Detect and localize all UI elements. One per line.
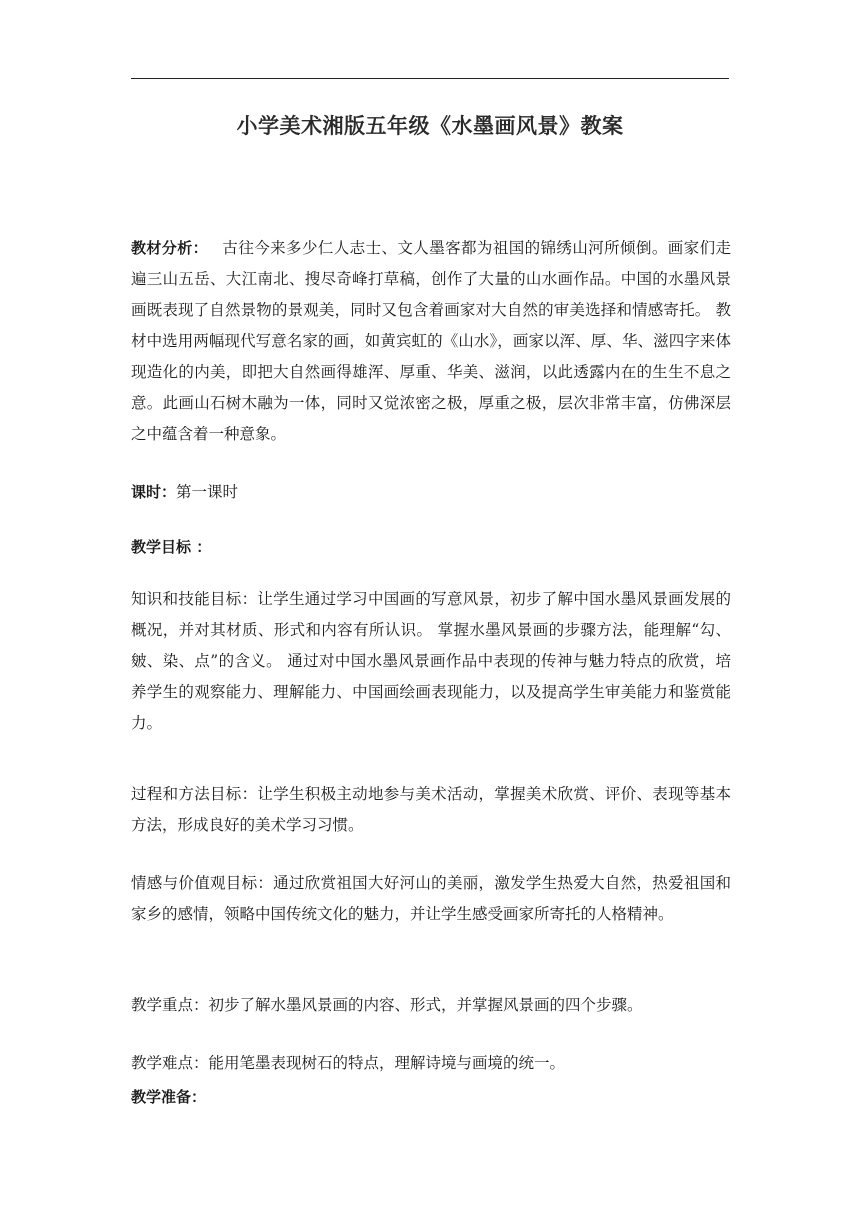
class-period-paragraph xyxy=(131,477,731,508)
material-analysis-text: 古往今来多少仁人志士、文人墨客都为祖国的锦绣山河所倾倒。画家们走遍三山五岳、大江南北、搜尽奇峰打草稿，创作了大量的山水画作品。中国的水墨风景画既表现了自然景物的景观美，同时又包含着画家对大自然的审美选择和情感寄托。 教材中选用两幅现代写意名家的画，如黄宾虹的《山水》，画家以浑、厚、华、滋四字来体现造化的内美，即把大自然画得雄浑、厚重、华美、滋润，以此透露内在的生生不息之意。此画山石树木融为一体，同时又觉浓密之极，厚重之极，层次非常丰富，仿佛深层之中蕴含着一种意象。 xyxy=(131,239,731,443)
difficulty-paragraph: 教学难点：能用笔墨表现树石的特点，理解诗境与画境的统一。 xyxy=(131,1054,566,1072)
knowledge-goal-paragraph: 知识和技能目标：让学生通过学习中国画的写意风景，初步了解中国水墨风景画发展的概况，并对其材质、形式和内容有所认识。 掌握水墨风景画的步骤方法，能理解“勾、皴、染、点”的含义。 通过对中国水墨风景画作品中表现的传神与魅力特点的欣赏，培养学生的观察能力、理解能力、中国画绘画表现能力，以及提高学生审美能力和鉴赏能力。 xyxy=(131,590,731,732)
class-period-label: 课时： xyxy=(131,483,177,501)
material-analysis-label: 教材分析： xyxy=(131,239,209,257)
header-rule xyxy=(131,78,729,79)
material-analysis-paragraph xyxy=(131,233,731,450)
emotion-goal-paragraph: 情感与价值观目标：通过欣赏祖国大好河山的美丽，激发学生热爱大自然，热爱祖国和家乡的感情，领略中国传统文化的魅力，并让学生感受画家所寄托的人格精神。 xyxy=(131,874,731,923)
objectives-heading: 教学目标 ： xyxy=(131,538,212,556)
key-point-paragraph: 教学重点：初步了解水墨风景画的内容、形式，并掌握风景画的四个步骤。 xyxy=(131,996,643,1014)
class-period-text: 第一课时 xyxy=(176,483,239,501)
preparation-label: 教学准备： xyxy=(131,1088,207,1106)
process-goal-paragraph: 过程和方法目标：让学生积极主动地参与美术活动，掌握美术欣赏、评价、表现等基本方法，形成良好的美术学习习惯。 xyxy=(131,785,731,834)
document-title: 小学美术湘版五年级《水墨画风景》教案 xyxy=(236,114,624,138)
